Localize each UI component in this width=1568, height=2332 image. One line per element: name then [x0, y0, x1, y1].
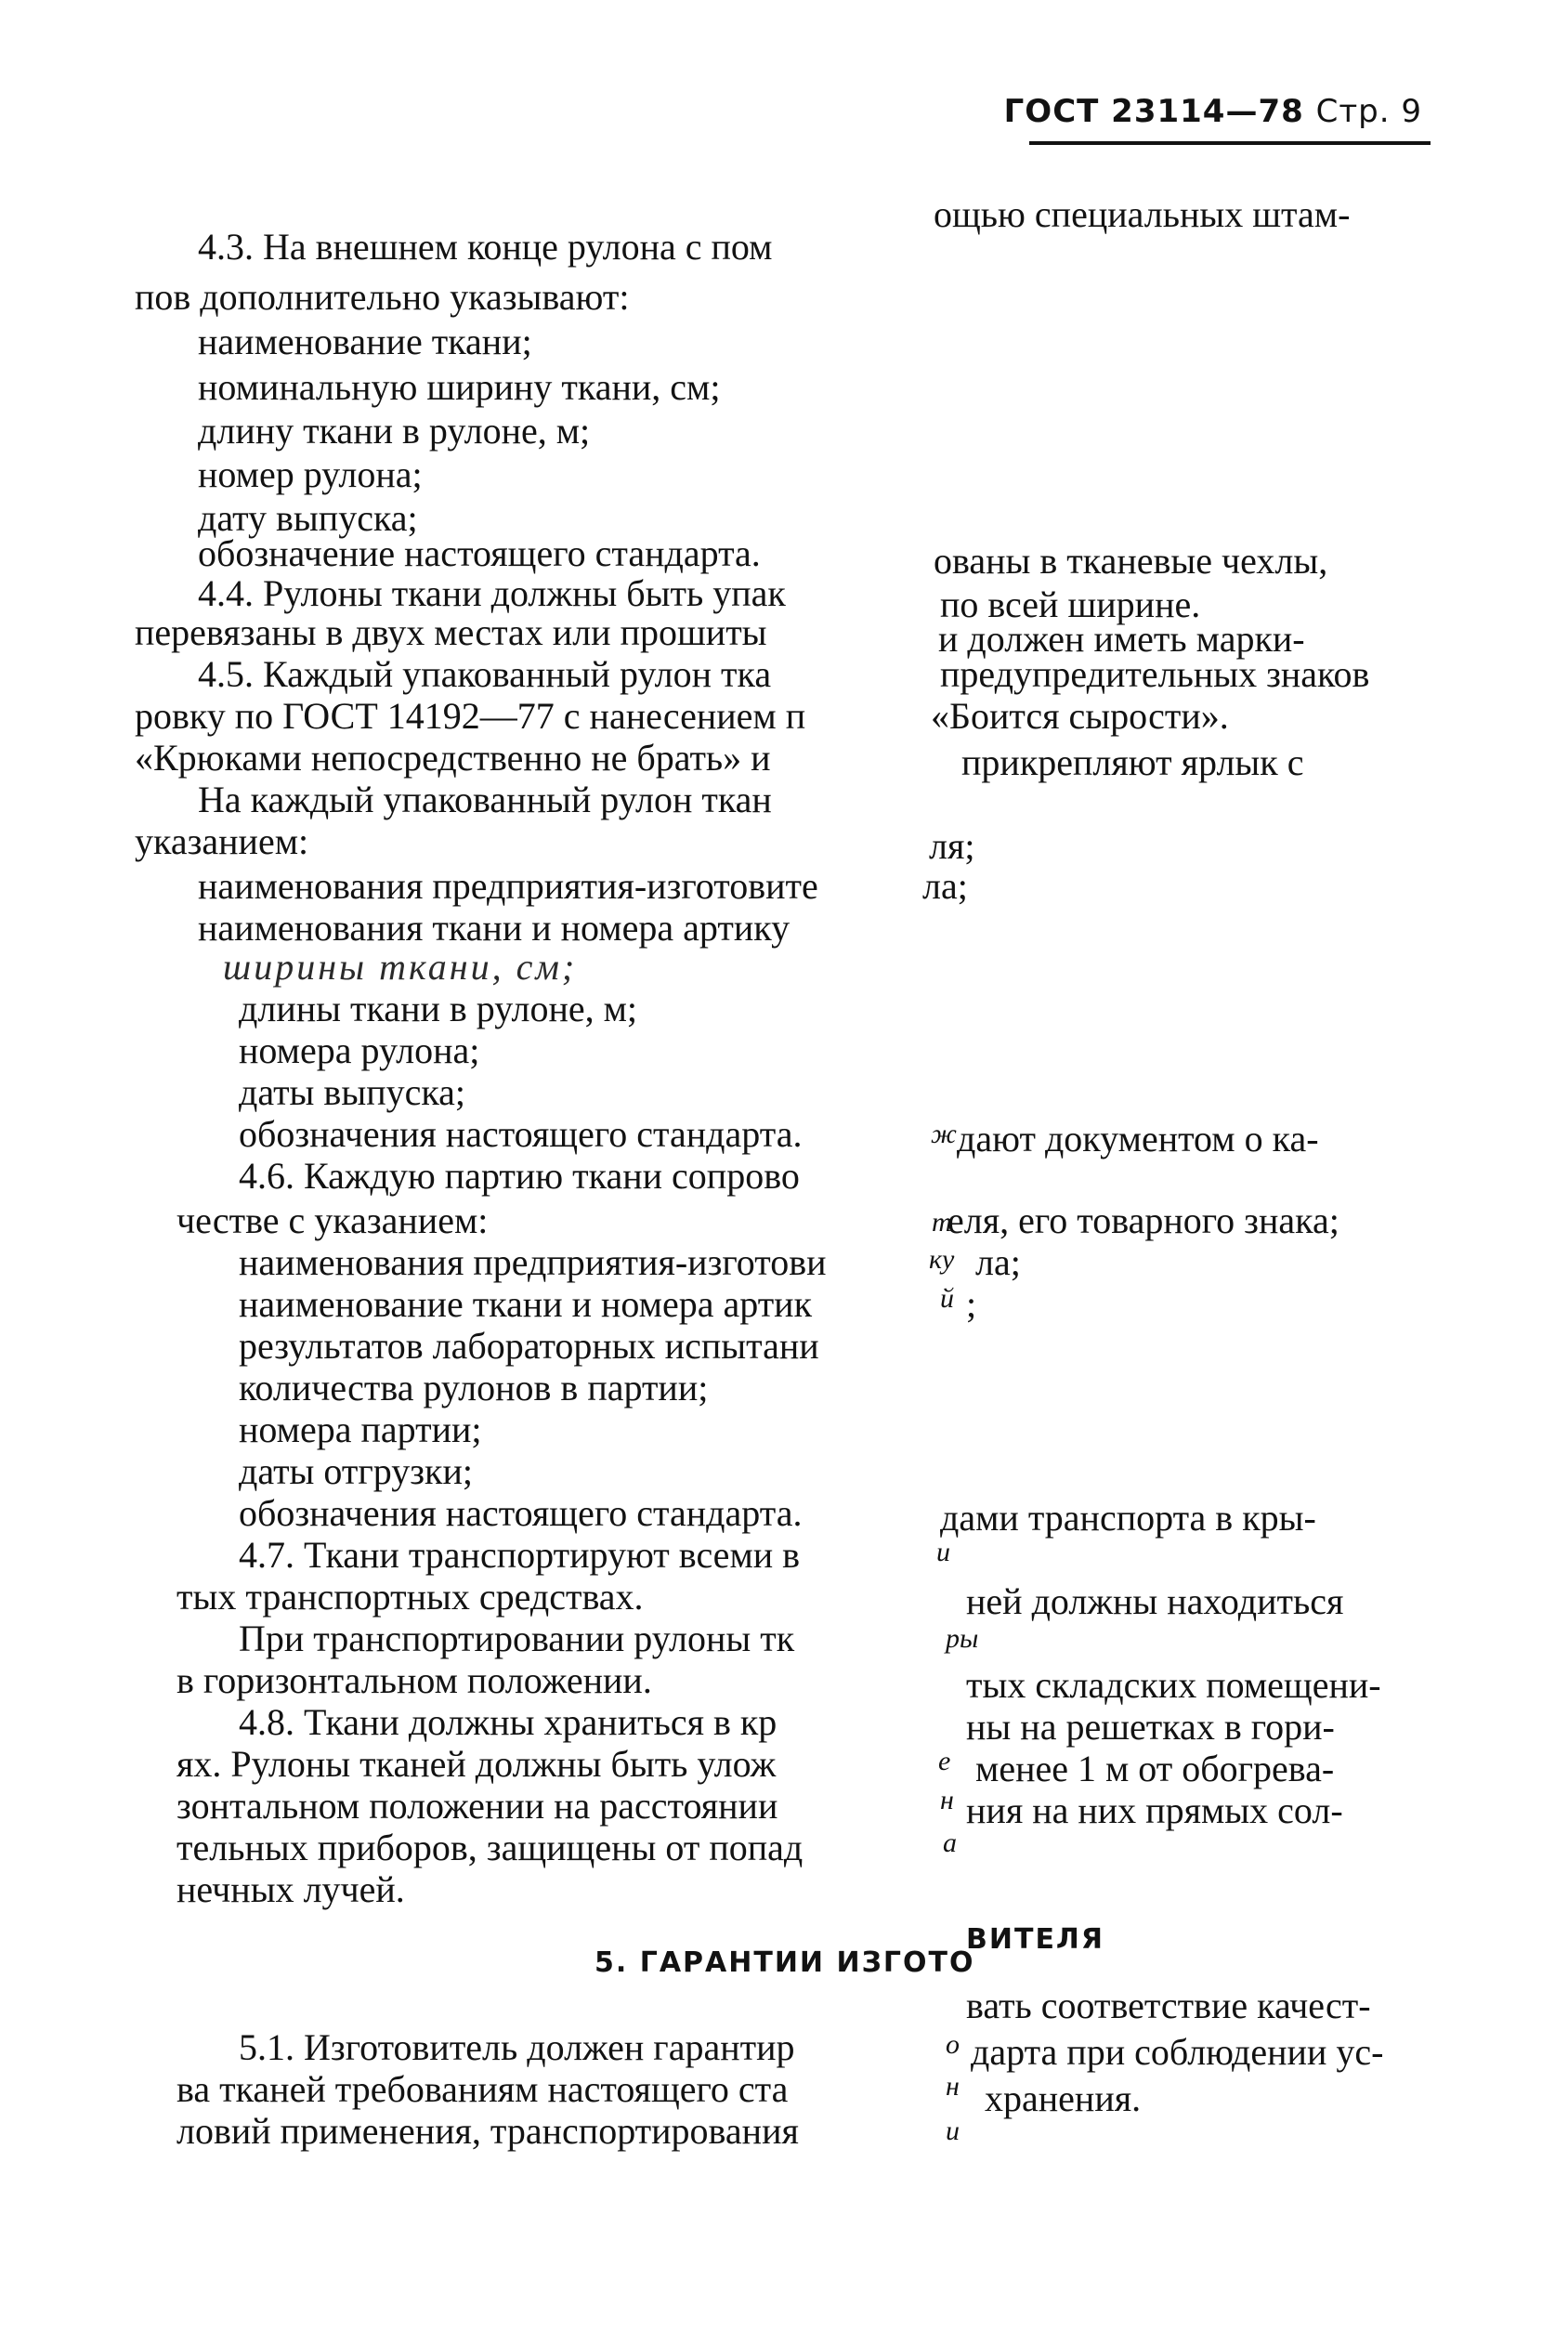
text-line: тых транспортных средствах. — [176, 1576, 644, 1618]
standard-number: ГОСТ 23114—78 — [1003, 93, 1304, 130]
text-line: обозначения настоящего стандарта. — [239, 1492, 803, 1534]
text-line: зонтальном положении на расстоянии — [176, 1785, 778, 1827]
text-line: менее 1 м от обогрева- — [975, 1748, 1335, 1789]
text-line: честве с указанием: — [176, 1199, 489, 1241]
text-line: наименования предприятия-изготовите — [198, 865, 818, 907]
text-line: наименование ткани и номера артик — [239, 1283, 813, 1325]
text-line: в горизонтальном положении. — [176, 1659, 652, 1701]
text-line: дами транспорта в кры- — [940, 1497, 1316, 1539]
text-fragment: ку — [929, 1244, 955, 1275]
text-line: дату выпуска; — [198, 497, 418, 539]
text-line: ованы в тканевые чехлы, — [934, 540, 1328, 582]
text-line: 4.7. Ткани транспортируют всеми в — [239, 1534, 801, 1576]
text-line: «Боится сырости». — [931, 695, 1229, 737]
text-fragment: и — [936, 1537, 950, 1567]
page-header — [1004, 93, 1422, 130]
text-line: длины ткани в рулоне, м; — [239, 988, 638, 1029]
text-line: «Крюками непосредственно не брать» и — [135, 737, 771, 779]
text-line: 4.4. Рулоны ткани должны быть упак — [198, 572, 786, 614]
text-line: ях. Рулоны тканей должны быть улож — [176, 1743, 777, 1785]
text-line: номера рулона; — [239, 1029, 480, 1071]
text-fragment: ж — [931, 1119, 957, 1149]
text-line: и должен иметь марки- — [938, 618, 1305, 660]
text-line: даты отгрузки; — [239, 1450, 474, 1492]
text-line: 4.5. Каждый упакованный рулон тка — [198, 653, 772, 695]
text-line: прикрепляют ярлык с — [961, 741, 1304, 783]
text-line: ва тканей требованиям настоящего ста — [176, 2068, 789, 2110]
text-line: При транспортировании рулоны тк — [239, 1618, 795, 1659]
text-fragment: о — [946, 2029, 960, 2060]
text-line: ла; — [922, 865, 968, 907]
text-fragment: н — [946, 2071, 960, 2102]
text-fragment: и — [946, 2116, 960, 2146]
text-line: наименования ткани и номера артику — [198, 907, 791, 949]
text-line: ширины ткани, см; — [223, 946, 578, 988]
text-line: На каждый упакованный рулон ткан — [198, 779, 772, 820]
text-line: перевязаны в двух местах или прошиты — [135, 611, 767, 653]
text-fragment: т — [932, 1207, 952, 1238]
text-fragment: е — [938, 1746, 951, 1776]
text-line: ния на них прямых сол- — [966, 1789, 1343, 1831]
text-line: ; — [966, 1283, 977, 1325]
header-rule — [1029, 141, 1431, 145]
text-line: тельных приборов, защищены от попад — [176, 1827, 804, 1868]
text-line: 4.3. На внешнем конце рулона с пом — [198, 226, 773, 268]
text-line: наименования предприятия-изготови — [239, 1241, 827, 1283]
text-line: длину ткани в рулоне, м; — [198, 410, 591, 452]
text-line: ней должны находиться — [966, 1580, 1344, 1622]
text-line: номер рулона; — [198, 453, 423, 495]
text-line: тых складских помещени- — [966, 1664, 1381, 1706]
text-fragment: й — [940, 1283, 954, 1314]
text-line: ля; — [929, 825, 975, 867]
text-fragment: ры — [946, 1623, 979, 1654]
text-line: обозначение настоящего стандарта. — [198, 532, 761, 574]
text-line: ны на решетках в гори- — [966, 1706, 1335, 1748]
text-line: результатов лабораторных испытани — [239, 1325, 819, 1367]
text-line: номера партии; — [239, 1408, 482, 1450]
text-line: дарта при соблюдении ус- — [971, 2031, 1384, 2073]
section-heading: 5. ГАРАНТИИ ИЗГОТО — [595, 1946, 975, 1979]
text-line: даты выпуска; — [239, 1071, 466, 1113]
text-line: пов дополнительно указывают: — [135, 276, 630, 318]
text-line: ощью специальных штам- — [934, 193, 1351, 235]
text-line: номинальную ширину ткани, см; — [198, 366, 721, 408]
text-line: по всей ширине. — [940, 583, 1201, 625]
text-line: ла; — [975, 1241, 1021, 1283]
text-line: количества рулонов в партии; — [239, 1367, 709, 1408]
text-line: предупредительных знаков — [940, 653, 1370, 695]
text-line: 4.8. Ткани должны храниться в кр — [239, 1701, 777, 1743]
text-fragment: а — [943, 1828, 957, 1858]
text-line: ловий применения, транспортирования — [176, 2110, 799, 2152]
text-line: указанием: — [135, 820, 309, 862]
text-line: наименование ткани; — [198, 321, 532, 362]
text-line: дают документом о ка- — [957, 1118, 1319, 1159]
text-line: 4.6. Каждую партию ткани сопрово — [239, 1155, 800, 1197]
text-line: вать соответствие качест- — [966, 1985, 1371, 2026]
text-line: хранения. — [985, 2077, 1142, 2119]
text-line: нечных лучей. — [176, 1868, 405, 1910]
text-line: обозначения настоящего стандарта. — [239, 1113, 803, 1155]
section-heading-fragment: ВИТЕЛЯ — [966, 1923, 1104, 1956]
text-line: еля, его товарного знака; — [947, 1199, 1339, 1241]
text-line: ровку по ГОСТ 14192—77 с нанесением п — [135, 695, 806, 737]
text-line: 5.1. Изготовитель должен гарантир — [239, 2026, 795, 2068]
text-fragment: н — [940, 1785, 954, 1815]
page-number: Стр. 9 — [1315, 93, 1422, 130]
